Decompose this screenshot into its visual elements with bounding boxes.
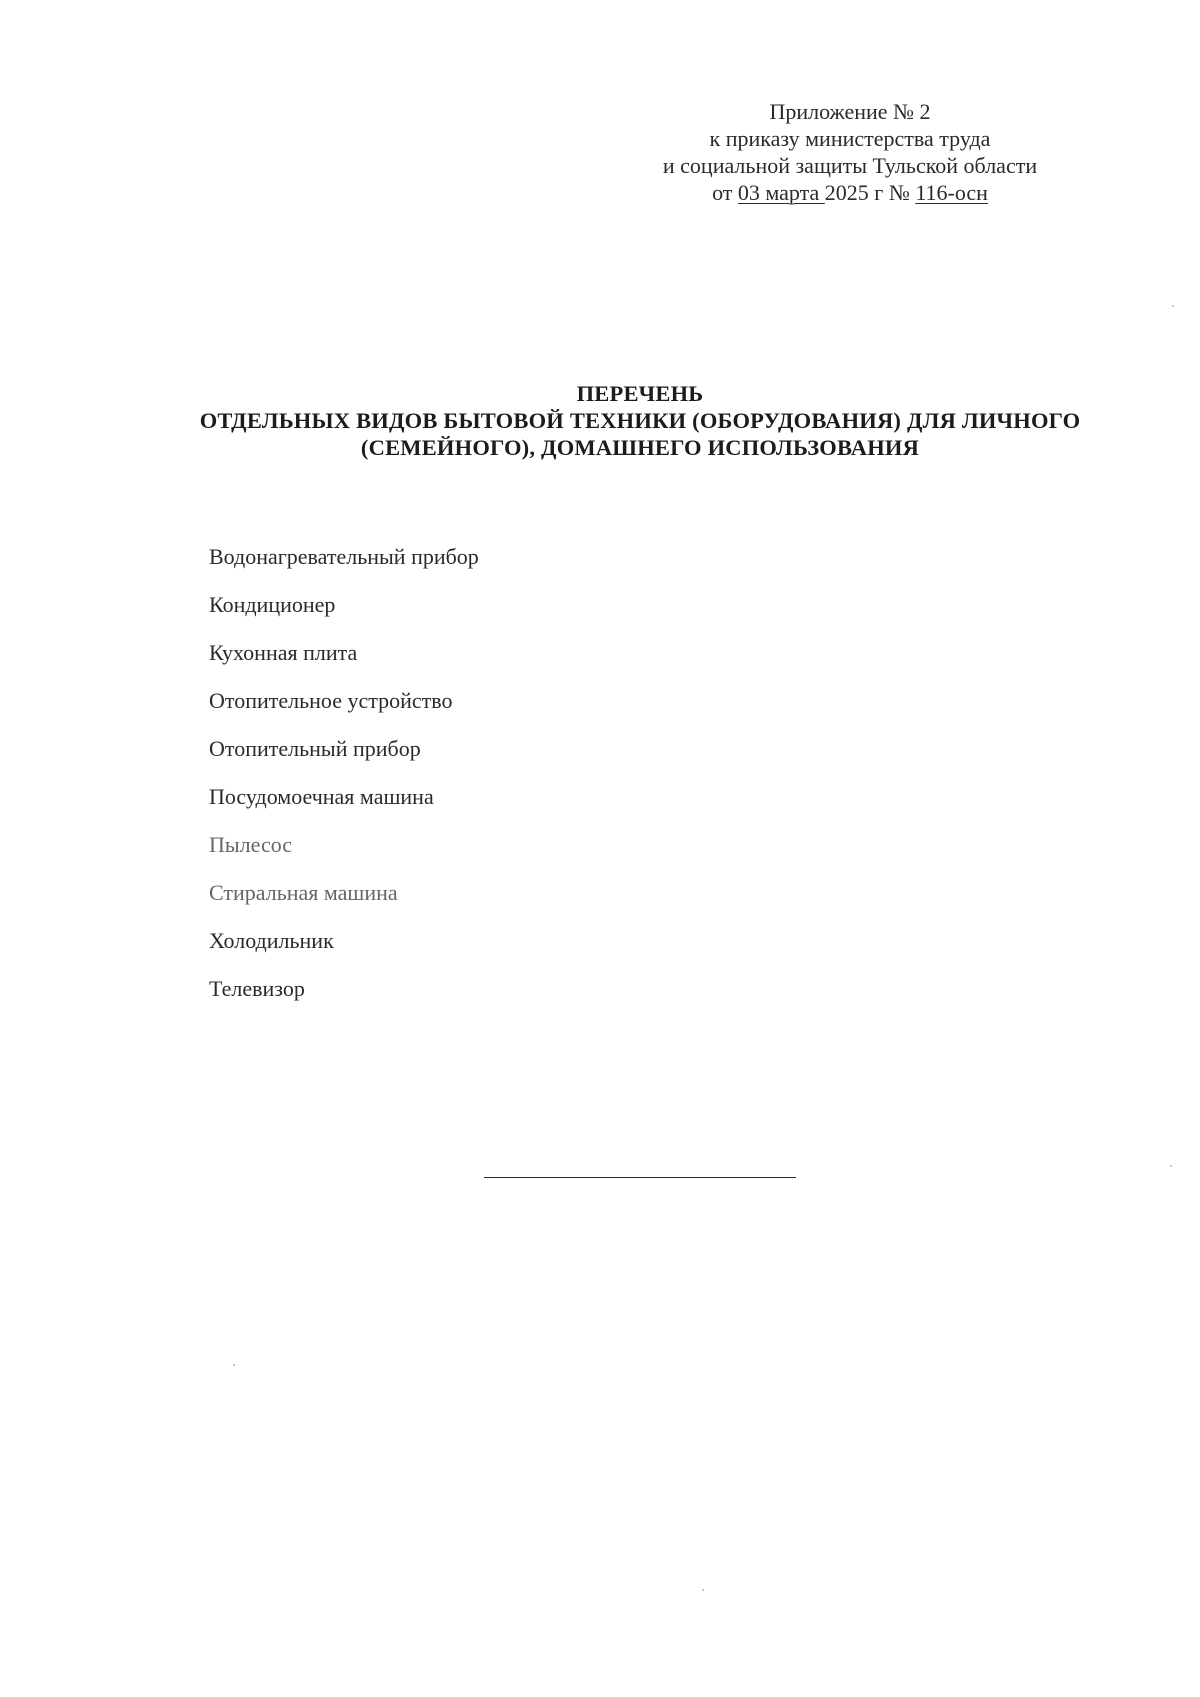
list-item: Телевизор	[209, 976, 305, 1001]
list-item: Пылесос	[209, 832, 293, 857]
document-title	[150, 380, 1130, 461]
date-year: 2025 г №	[824, 180, 916, 205]
list-item: Кондиционер	[209, 592, 336, 617]
title-line-3: (СЕМЕЙНОГО), ДОМАШНЕГО ИСПОЛЬЗОВАНИЯ	[360, 435, 920, 460]
order-number: 116-осн	[915, 180, 988, 205]
appliance-list	[209, 544, 479, 1024]
list-item: Отопительное устройство	[209, 688, 453, 713]
appendix-ministry: и социальной защиты Тульской области	[662, 153, 1038, 178]
scan-speck	[1170, 1165, 1172, 1167]
appendix-number: Приложение № 2	[769, 99, 931, 124]
title-line-1: ПЕРЕЧЕНЬ	[576, 381, 704, 406]
appendix-order-reference: к приказу министерства труда	[709, 126, 991, 151]
order-date: 03 марта	[737, 180, 825, 205]
scan-speck	[702, 1589, 704, 1591]
list-item: Кухонная плита	[209, 640, 358, 665]
appendix-date-line	[640, 179, 1060, 206]
end-divider	[484, 1177, 796, 1178]
appendix-header	[640, 98, 1060, 206]
list-item: Холодильник	[209, 928, 334, 953]
list-item: Посудомоечная машина	[209, 784, 434, 809]
title-line-2: ОТДЕЛЬНЫХ ВИДОВ БЫТОВОЙ ТЕХНИКИ (ОБОРУДОВАНИЯ) ДЛЯ ЛИЧНОГО	[199, 408, 1081, 433]
scan-speck	[1172, 305, 1174, 307]
list-item: Отопительный прибор	[209, 736, 421, 761]
list-item: Водонагревательный прибор	[209, 544, 479, 569]
scan-speck	[233, 1364, 235, 1366]
list-item: Стиральная машина	[209, 880, 398, 905]
date-prefix: от	[712, 180, 738, 205]
